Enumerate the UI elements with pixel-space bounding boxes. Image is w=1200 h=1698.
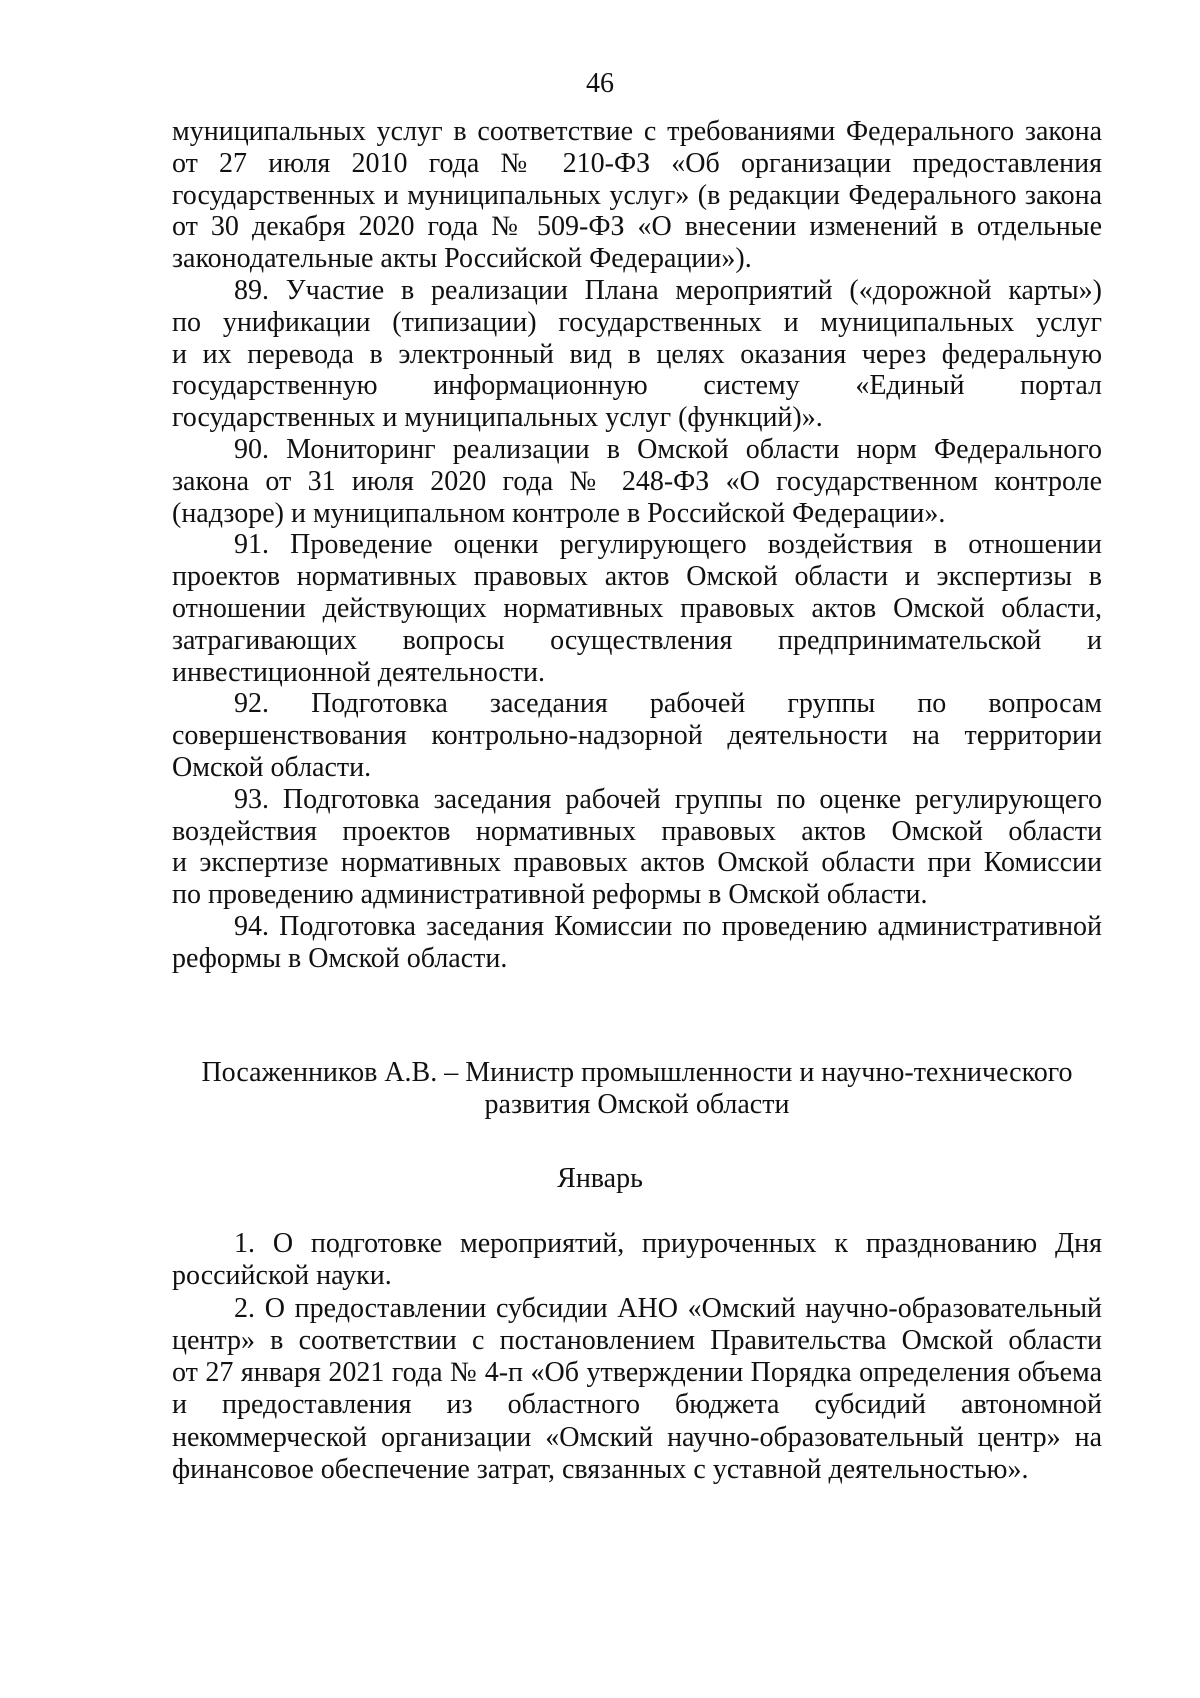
item-2-paragraph [172, 1293, 1102, 1487]
text-line: и их перевода в электронный вид в целях оказания через федеральную [172, 338, 1102, 370]
text-line: (надзоре) и муниципальном контроле в Российской Федерации». [172, 497, 946, 529]
text-line: проектов нормативных правовых актов Омской области и экспертизы в [172, 561, 1102, 593]
text-line: 93. Подготовка заседания рабочей группы по оценке регулирующего [234, 783, 1102, 815]
item-93-paragraph [172, 784, 1102, 911]
item-94-paragraph [172, 911, 1102, 975]
heading-line: развития Омской области [484, 1089, 790, 1120]
text-line: центр» в соответствии с постановлением Правительства Омской области [172, 1324, 1102, 1356]
item-1-paragraph [172, 1228, 1102, 1293]
text-line: некоммерческой организации «Омский научно-образовательный центр» на [172, 1421, 1102, 1453]
page-number: 46 [586, 68, 614, 99]
text-line: российской науки. [172, 1260, 392, 1292]
intro-paragraph [172, 116, 1102, 275]
text-line: от 30 декабря 2020 года № 509-ФЗ «О внесении изменений в отдельные [172, 211, 1102, 243]
item-90-paragraph [172, 434, 1102, 529]
item-91-paragraph [172, 529, 1102, 688]
text-line: затрагивающих вопросы осуществления предпринимательской и [172, 624, 1102, 656]
text-line: воздействия проектов нормативных правовых актов Омской области [172, 815, 1102, 847]
section-1-body [172, 116, 1102, 975]
text-line: 90. Мониторинг реализации в Омской области норм Федерального [234, 433, 1102, 465]
responsible-person-heading [172, 1057, 1102, 1121]
text-line: совершенствования контрольно-надзорной деятельности на территории [172, 720, 1102, 752]
text-line: государственных и муниципальных услуг» (в редакции Федерального закона [172, 179, 1102, 211]
text-line: 91. Проведение оценки регулирующего воздействия в отношении [234, 529, 1102, 561]
heading-line: Посаженников А.В. – Министр промышленности и научно-технического [201, 1057, 1073, 1088]
text-line: государственную информационную систему «Единый портал [172, 370, 1102, 402]
text-line: по проведению административной реформы в Омской области. [172, 879, 928, 911]
text-line: закона от 31 июля 2020 года № 248-ФЗ «О государственном контроле [172, 465, 1102, 497]
text-line: и экспертизе нормативных правовых актов Омской области при Комиссии [172, 847, 1102, 879]
text-line: Омской области. [172, 751, 372, 783]
text-line: и предоставления из областного бюджета субсидий автономной [172, 1389, 1102, 1421]
text-line: муниципальных услуг в соответствие с требованиями Федерального закона [172, 116, 1102, 147]
text-line: законодательные акты Российской Федерации»). [172, 243, 752, 275]
text-line: 2. О предоставлении субсидии АНО «Омский научно-образовательный [234, 1292, 1102, 1324]
text-line: 92. Подготовка заседания рабочей группы по вопросам [234, 688, 1102, 720]
text-line: инвестиционной деятельности. [172, 656, 546, 688]
text-line: 1. О подготовке мероприятий, приуроченных к празднованию Дня [234, 1228, 1102, 1259]
text-line: от 27 июля 2010 года № 210-ФЗ «Об организации предоставления [172, 147, 1102, 179]
text-line: реформы в Омской области. [172, 942, 508, 974]
item-92-paragraph [172, 688, 1102, 783]
month-heading: Январь [557, 1163, 643, 1194]
text-line: финансовое обеспечение затрат, связанных с уставной деятельностью». [172, 1454, 1029, 1486]
section-2-body [172, 1228, 1102, 1486]
item-89-paragraph [172, 275, 1102, 434]
text-line: от 27 января 2021 года № 4-п «Об утверждении Порядка определения объема [172, 1357, 1102, 1389]
text-line: отношении действующих нормативных правовых актов Омской области, [172, 592, 1102, 624]
text-line: 94. Подготовка заседания Комиссии по проведению административной [234, 910, 1102, 942]
text-line: государственных и муниципальных услуг (функций)». [172, 402, 823, 434]
text-line: по унификации (типизации) государственных и муниципальных услуг [172, 306, 1102, 338]
text-line: 89. Участие в реализации Плана мероприятий («дорожной карты») [234, 274, 1102, 306]
